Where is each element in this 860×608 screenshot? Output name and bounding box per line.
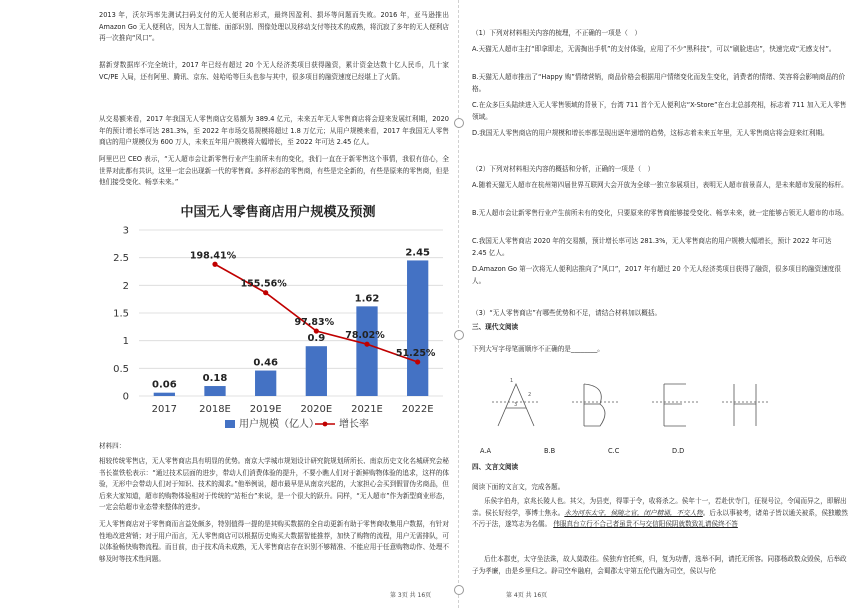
chart-title: 中国无人零售商店用户规模及预测 [180, 205, 376, 220]
y-tick-label: 2.5 [113, 253, 129, 265]
user-scale-chart [103, 200, 453, 440]
growth-rate-point [212, 262, 217, 267]
paragraph-2: 据新芽数据库不完全统计，2017 年已经有超过 20 个无人经济类项目获得融资，累计资金达数十亿人民币，几十家 VC/PE 入局，还有阿里、腾讯、京东、娃哈哈等巨头也参与其中，很多项目的融资速度已经堪上了火箭。 [99, 61, 449, 81]
paragraph-5: 相较传统零售店，无人零售商店具有明显的优势。南京大学城市规划设计研究院规划所所长、南京历史文化名城研究会秘书长崔铁松表示：“通过技术层面的进步，带动人们消费体验的提升，不要小瞧人们对于新鲜购物体验的追求，这样的体验，无形中会带动人们对于知识、技术的渴求。”他举例说，超市最早是从南京兴起的，大家担心会买到假冒伪劣商品，但后来大家知道，超市的购物体验相对于传统的“站柜台”来说，是一个很大的跃升。同样，“无人超市”作为新型商业形态，一定会给超市业态带来整体的进步。 [99, 457, 449, 512]
growth-rate-point [314, 328, 319, 333]
chart-gridlines [139, 230, 443, 396]
binding-hole [454, 330, 464, 340]
growth-rate-point [415, 359, 420, 364]
classical-text-underlined-2: 伟服真台立行不合己者虽贵不与交信阳侯阴就数致礼请侯终不答 [553, 520, 738, 529]
chart-bars [151, 260, 429, 396]
y-tick-label: 0 [122, 391, 129, 403]
option-c[interactable]: C.C [608, 447, 620, 455]
chart-x-ticks [152, 404, 434, 415]
section-4-instruction: 阅读下面的文言文，完成各题。 [472, 483, 565, 491]
question-2: （2）下列对材料相关内容的概括和分析，正确的一项是（ ） [472, 165, 655, 173]
question-2-option-c: C.我国无人零售商店 2020 年的交易额，预计增长率可达 281.3%，无人零售商店的用户规模大幅增长，预计 2022 年可达 2.45 亿人。 [472, 237, 832, 257]
question-1-option-b: B.天猫无人超市推出了“Happy 购”情绪营销，商品价格会根据用户情绪变化而发生变化，消费者的情绪、笑容将会影响商品的价格。 [472, 73, 846, 93]
classical-text-1-start: 乐侯字伯舟，京兆长陵人也。其父，为县吏，得罪于令，收将杀之。侯年十一，若赴伏寺门，征视号泣，令闻而异之，即解出亲。侯长好经学，事博士焦永。 [472, 497, 847, 517]
chart-legend [225, 417, 369, 430]
growth-rate-point [364, 342, 369, 347]
x-tick-label: 2017 [151, 404, 178, 415]
binding-hole [454, 585, 464, 595]
paragraph-6: 无人零售商店对于零售商而言益处颇多，特别值得一提的是其购买数据的全自动更新有助于零售商收集用户数据，有针对性地改进营销；对于用户而言，无人零售商店可以根据历史购买大数据智能推荐，加快了购物的流程，用户无需排队，可以体验畅快购物流程。而目前，由于技术尚未成熟，无人零售商店存在识别不够精准、不能应用于任意购物动作、处理不够及时等技术性问题。 [99, 520, 449, 563]
question-1-option-d: D.我国无人零售商店的用户规模和增长率都呈现出逐年递增的趋势，这标志着未来五年里，无人零售商店将会迎来红利期。 [472, 129, 829, 137]
bar-value-label: 1.62 [354, 293, 380, 305]
bar [356, 306, 377, 396]
y-tick-label: 0.5 [113, 363, 129, 375]
paragraph-1: 2013 年，沃尔玛率先测试扫码支付的无人便利店形式，最终因盈利、损坏等问题而失败。2016 年，亚马逊推出 Amazon Go 无人便利店，因为人工智能、面部识别、图像处理以及移动支付等技术的成熟，将沉寂了多年的无人便利店再一次推向“风口”。 [99, 11, 449, 43]
legend-bar-label: 用户规模（亿人） [239, 419, 319, 430]
question-1: （1）下列对材料相关内容的梳理，不正确的一项是（ ） [472, 29, 642, 37]
letter-d-stroke-figure [722, 384, 768, 426]
classical-text-underlined-1: 永为河东太守，侯随之官，闭户精诵，不交人物 [564, 508, 703, 517]
x-tick-label: 2019E [249, 404, 282, 415]
left-page-number: 第 3页 共 16页 [390, 592, 432, 599]
question-2-option-a: A.随着天猫无人超市在杭州第四届世界互联网大会开放为全球一独立参展项目，表明无人超市前景喜人，是未来超市发展的标杆。 [472, 181, 848, 189]
material-4-heading: 材料四： [99, 442, 126, 450]
fold-line [458, 0, 459, 608]
bar [204, 386, 225, 396]
bar [255, 371, 276, 396]
growth-rate-label: 51.25% [395, 347, 436, 359]
bar-value-label: 0.06 [151, 379, 177, 391]
right-page [466, 0, 854, 608]
chart-bar-labels [152, 247, 430, 390]
paragraph-4: 阿里巴巴 CEO 表示，“无人超市会让新零售行业产生前所未有的变化，我们一直在于新零售这个事情，我很有信心，全世界对此都有共识，这里一定会出现新一代的零售商。多样形态的零售商，有些是完全新的，有些是原来的零售商，但是他们接受变化、畅享未来。” [99, 155, 449, 187]
bar-value-label: 0.46 [253, 357, 279, 369]
letter-b-stroke-figure [572, 384, 618, 426]
letter-c-stroke-figure [652, 384, 698, 426]
classical-text-2: 后仕本郡吏，太守坐法诛，故人莫敢往。侯独弃官托殡，归，复为功曹，选举不阿，请托无所容。同郡杨政数众毁侯，后举政子为孝廉，由是乡里归之。辟司空牟融府，会蜀郡太守第五伦代融为司空，侯以与伦 [472, 555, 847, 575]
page-fold [452, 0, 466, 608]
growth-rate-label: 78.02% [345, 330, 385, 342]
question-3: （3）“无人零售商店”有哪些优势和不足，请结合材料加以概括。 [472, 309, 662, 317]
svg-text:3: 3 [514, 402, 518, 408]
legend-line-marker [323, 422, 328, 427]
classical-text-1 [472, 496, 848, 531]
x-tick-label: 2022E [401, 404, 434, 415]
letter-stroke-figures [472, 376, 772, 436]
growth-rate-label: 155.56% [240, 278, 287, 290]
letter-a-stroke-figure [492, 378, 538, 426]
option-a[interactable]: A.A [480, 447, 492, 455]
right-page-number: 第 4页 共 16页 [506, 592, 548, 599]
question-2-option-d: D.Amazon Go 第一次将无人便利店推向了“风口”，2017 年有超过 20 个无人经济类项目获得了融资，很多项目的融资速度很人。 [472, 265, 841, 285]
bar-value-label: 0.9 [307, 333, 326, 345]
x-tick-label: 2021E [351, 404, 383, 415]
bar [154, 393, 175, 396]
paragraph-3: 从交易额来看，2017 年我国无人零售商店交易额为 389.4 亿元，未来五年无人零售商店将会迎来发展红利期，2020 年的预计增长率可达 281.3%，至 2022 年市场交易规模将超过 1.8 万亿元；从用户规模来看，2017 年我国无人零售商店的用户规模仅为 600 万人，未来五年用户规模将大幅增长，至 2022 年可达 2.45 亿人。 [99, 115, 449, 147]
legend-bar-swatch [225, 420, 235, 428]
growth-rate-point [263, 290, 268, 295]
question-1-option-a: A.天猫无人超市主打“即拿即走，无需掏出手机”的支付体验，应用了不少“黑科技”，可以“刷脸进店”，快速完成“无感支付”。 [472, 45, 836, 53]
section-4-heading: 四、文言文阅读 [472, 463, 519, 471]
svg-text:2: 2 [528, 392, 532, 398]
y-tick-label: 1.5 [113, 308, 129, 320]
bar [407, 260, 428, 396]
section-3-heading: 三、现代文阅读 [472, 323, 519, 331]
x-tick-label: 2020E [300, 404, 333, 415]
bar [306, 346, 327, 396]
bar-value-label: 2.45 [405, 247, 431, 259]
svg-text:1: 1 [510, 378, 514, 384]
question-2-option-b: B.无人超市会让新零售行业产生前所未有的变化，只要原来的零售商能够接受变化、畅享未来，就一定能够占领无人超市的市场。 [472, 209, 848, 217]
growth-rate-label: 97.83% [294, 317, 335, 329]
option-b[interactable]: B.B [544, 447, 556, 455]
growth-rate-label: 198.41% [189, 250, 237, 262]
section-3-question: 下列大写字母笔画顺序不正确的是________。 [472, 345, 604, 353]
legend-line-label: 增长率 [339, 419, 369, 430]
chart-y-ticks [113, 226, 129, 403]
option-d[interactable]: D.D [672, 447, 685, 455]
y-tick-label: 1 [122, 336, 129, 348]
question-1-option-c: C.在众多巨头陆续进入无人零售领域的背景下，台湾 711 首个无人便利店“X-Store”在台北总部亮相，标志着 711 加入无人零售领域。 [472, 101, 847, 121]
y-tick-label: 3 [122, 225, 129, 237]
classical-text-1-end: 。后永以事被考，诸弟子皆以通关被系，侯独皦然不污于法，遂笃志为名儒。 [472, 508, 848, 529]
bar-value-label: 0.18 [202, 373, 228, 385]
binding-hole [454, 118, 464, 128]
y-tick-label: 2 [122, 280, 129, 292]
x-tick-label: 2018E [199, 404, 231, 415]
